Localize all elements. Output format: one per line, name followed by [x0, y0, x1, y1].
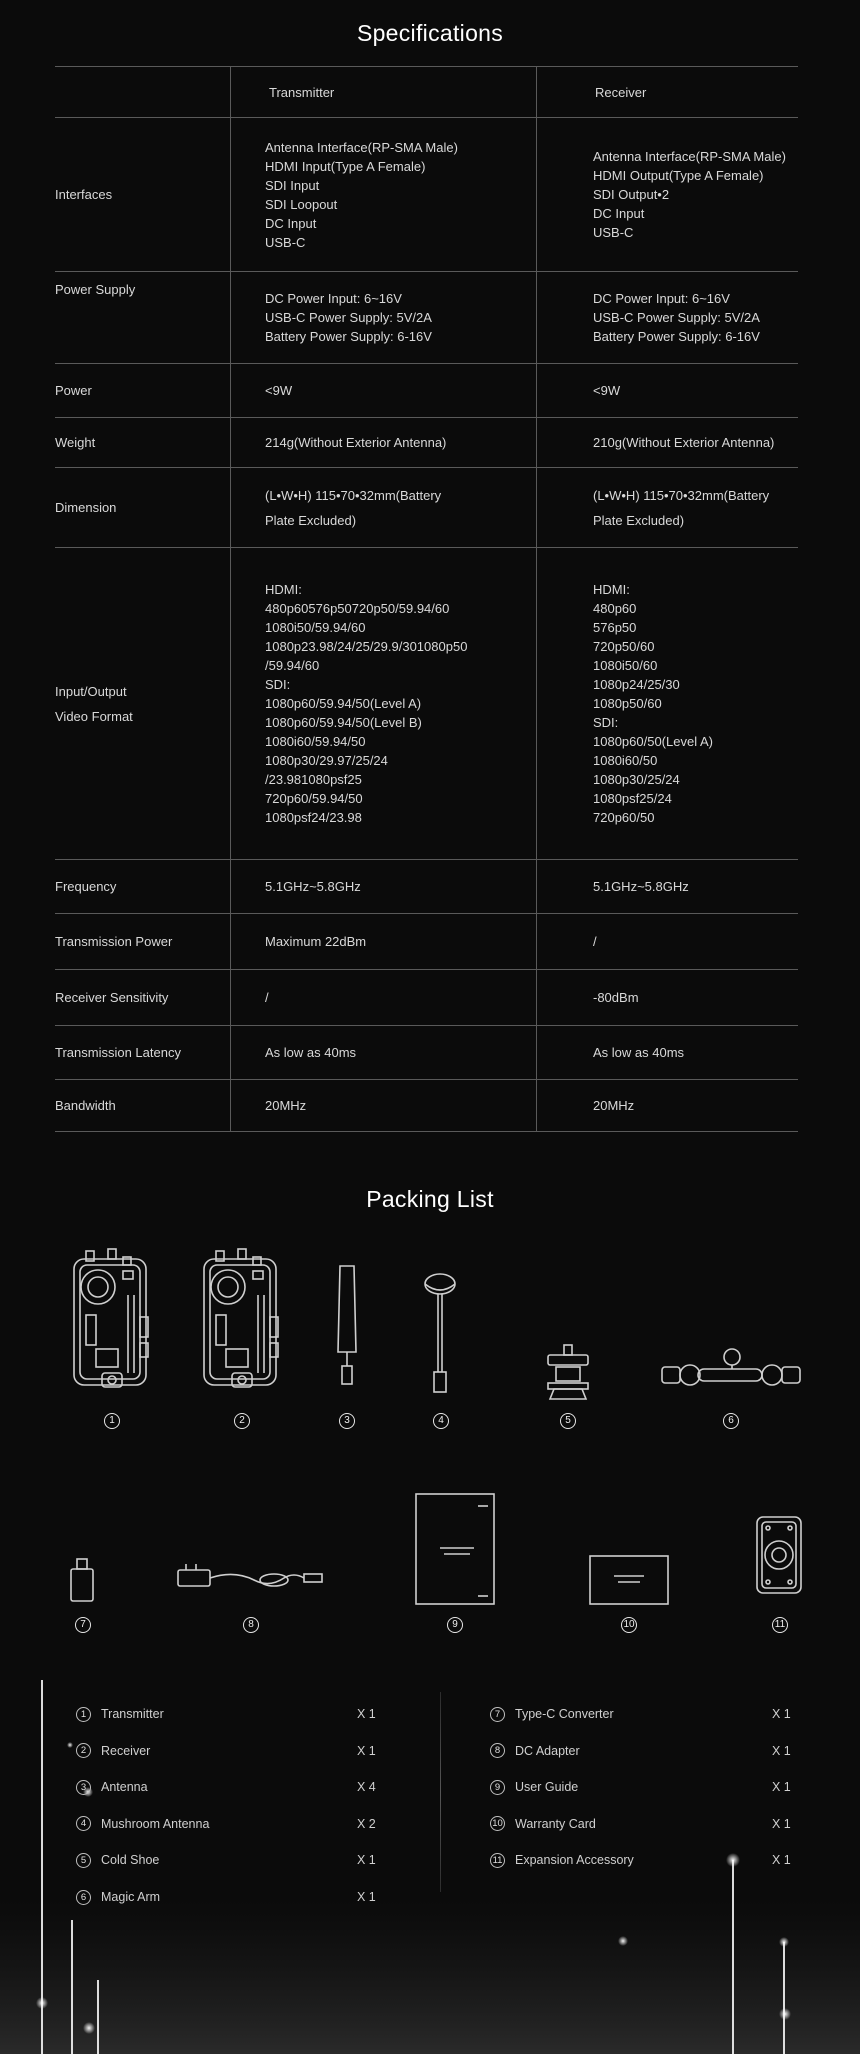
cell-line: 1080p30/25/24 — [593, 772, 680, 787]
table-row — [55, 970, 798, 1026]
row-label — [55, 970, 230, 1025]
item-number-badge: 2 — [76, 1743, 91, 1758]
cell-line: 1080psf25/24 — [593, 791, 672, 806]
transmitter-value — [230, 860, 536, 913]
cell-line: 1080p60/59.94/50(Level B) — [265, 715, 422, 730]
item-number-4: 4 — [433, 1413, 449, 1429]
cell-line: 1080p23.98/24/25/29.9/301080p50 — [265, 639, 468, 654]
item-quantity: X 4 — [357, 1780, 376, 1795]
cell-line: / — [593, 934, 597, 949]
transmitter-value — [230, 914, 536, 969]
item-number-badge: 10 — [490, 1816, 505, 1831]
cell-line: 1080p30/29.97/25/24 — [265, 753, 388, 768]
cell-line: Interfaces — [55, 187, 113, 202]
item-number-8: 8 — [243, 1617, 259, 1633]
user-guide-image — [414, 1492, 496, 1606]
header-label: Transmitter — [269, 84, 335, 100]
item-name: Antenna — [101, 1780, 148, 1795]
item-quantity: X 1 — [772, 1707, 791, 1721]
cell-line: /59.94/60 — [265, 658, 320, 673]
cell-line: / — [265, 990, 269, 1005]
item-number-6: 6 — [723, 1413, 739, 1429]
cell-line: (L•W•H) 115•70•32mm(Battery — [265, 487, 442, 503]
receiver-value — [536, 970, 798, 1025]
item-number-2: 2 — [234, 1413, 250, 1429]
cell-line: SDI Input — [265, 177, 320, 193]
cell-line: Battery Power Supply: 6-16V — [265, 329, 432, 344]
item-number-badge: 3 — [76, 1780, 91, 1795]
transmitter-value — [230, 970, 536, 1025]
packing-list-item — [76, 1850, 376, 1870]
receiver-value — [536, 364, 798, 417]
item-quantity: X 1 — [357, 1853, 376, 1868]
table-header-cell — [536, 67, 798, 117]
cell-line: Maximum 22dBm — [265, 934, 367, 949]
cell-line: DC Power Input: 6~16V — [265, 291, 402, 306]
cell-line: DC Input — [593, 206, 645, 221]
receiver-image — [198, 1245, 286, 1395]
transmitter-value — [230, 118, 536, 271]
table-row — [55, 914, 798, 970]
cell-line: HDMI Output(Type A Female) — [593, 168, 764, 183]
cell-line: DC Input — [265, 215, 317, 231]
cell-line: 1080i60/50 — [593, 753, 658, 768]
cell-line: 1080p60/59.94/50(Level A) — [265, 696, 422, 711]
transmitter-value — [230, 548, 536, 859]
cell-line: 214g(Without Exterior Antenna) — [265, 435, 447, 450]
cell-line: USB-C — [265, 234, 306, 250]
item-name: Transmitter — [101, 1707, 164, 1721]
cell-line: SDI Loopout — [265, 196, 338, 212]
cell-line: 1080p24/25/30 — [593, 677, 680, 692]
transmitter-value — [230, 272, 536, 363]
row-label — [55, 468, 230, 547]
cell-line: 576p50 — [593, 620, 637, 635]
cell-line: 5.1GHz~5.8GHz — [593, 879, 689, 894]
cell-line: -80dBm — [593, 990, 639, 1005]
packing-list-item — [76, 1887, 376, 1907]
item-name: Expansion Accessory — [515, 1853, 634, 1868]
item-number-badge: 5 — [76, 1853, 91, 1868]
transmitter-value — [230, 364, 536, 417]
warranty-card-image — [588, 1554, 670, 1606]
item-name: Warranty Card — [515, 1816, 596, 1831]
transmitter-value — [230, 1080, 536, 1131]
item-number-badge: 11 — [490, 1853, 505, 1868]
cell-line: 5.1GHz~5.8GHz — [265, 879, 361, 894]
receiver-value — [536, 914, 798, 969]
packing-list-item — [76, 1741, 376, 1761]
item-number-badge: 7 — [490, 1707, 505, 1722]
specifications-title: Specifications — [356, 20, 504, 46]
packing-list-item — [76, 1777, 376, 1797]
cell-line: USB-C Power Supply: 5V/2A — [265, 310, 432, 325]
cell-line: SDI: — [593, 715, 619, 730]
receiver-value — [536, 418, 798, 467]
item-name: User Guide — [515, 1780, 579, 1795]
cell-line: SDI Output•2 — [593, 187, 670, 202]
packing-list-divider — [440, 1692, 441, 1892]
item-number-3: 3 — [339, 1413, 355, 1429]
cell-line: Transmission Power — [55, 934, 173, 949]
cell-line: Power — [55, 383, 92, 398]
receiver-value — [536, 468, 798, 547]
packing-list-item — [490, 1777, 791, 1797]
row-label — [55, 860, 230, 913]
cell-line: Transmission Latency — [55, 1045, 181, 1060]
receiver-value — [536, 118, 798, 271]
item-name: Mushroom Antenna — [101, 1816, 210, 1831]
table-row — [55, 364, 798, 418]
specifications-table — [55, 66, 798, 1132]
cell-line: 480p60 — [593, 601, 637, 616]
packing-list-item — [490, 1741, 791, 1761]
cell-line: 1080p50/60 — [593, 696, 662, 711]
cell-line: 1080psf24/23.98 — [265, 810, 362, 825]
packing-list-item — [490, 1704, 791, 1724]
item-name: Receiver — [101, 1743, 151, 1758]
cell-line: /23.981080psf25 — [265, 772, 362, 787]
packing-list-title: Packing List — [366, 1186, 494, 1212]
packing-list-item — [76, 1704, 376, 1724]
item-number-badge: 4 — [76, 1816, 91, 1831]
cell-line: 720p50/60 — [593, 639, 655, 654]
row-label — [55, 418, 230, 467]
row-label — [55, 548, 230, 859]
cell-line: 720p60/50 — [593, 810, 655, 825]
cell-line: Plate Excluded) — [265, 512, 357, 528]
cold-shoe-image — [544, 1343, 592, 1403]
cell-line: HDMI Input(Type A Female) — [265, 158, 426, 174]
mushroom-antenna-image — [420, 1272, 460, 1402]
cell-line: Battery Power Supply: 6-16V — [593, 329, 760, 344]
item-quantity: X 1 — [772, 1816, 791, 1831]
cell-line: Antenna Interface(RP-SMA Male) — [265, 139, 458, 155]
table-row — [55, 548, 798, 860]
item-number-5: 5 — [560, 1413, 576, 1429]
cell-line: Antenna Interface(RP-SMA Male) — [593, 149, 786, 164]
item-name: Cold Shoe — [101, 1853, 160, 1868]
receiver-value — [536, 860, 798, 913]
cell-line: 1080i60/59.94/50 — [265, 734, 366, 749]
item-name: DC Adapter — [515, 1743, 580, 1758]
row-label — [55, 118, 230, 271]
packing-list-item — [76, 1814, 376, 1834]
item-name: Type-C Converter — [515, 1707, 614, 1721]
item-quantity: X 1 — [772, 1853, 791, 1868]
table-row — [55, 118, 798, 272]
row-label — [55, 364, 230, 417]
cell-line: Video Format — [55, 708, 133, 724]
item-quantity: X 1 — [357, 1743, 376, 1758]
cell-line: Plate Excluded) — [593, 512, 685, 528]
item-quantity: X 1 — [357, 1890, 376, 1904]
cell-line: 1080p60/50(Level A) — [593, 734, 713, 749]
cell-line: 20MHz — [593, 1098, 635, 1113]
item-quantity: X 2 — [357, 1816, 376, 1831]
receiver-value — [536, 548, 798, 859]
cell-line: DC Power Input: 6~16V — [593, 291, 730, 306]
item-name: Magic Arm — [101, 1890, 161, 1904]
cell-line: Weight — [55, 435, 96, 450]
item-number-11: 11 — [772, 1617, 788, 1633]
cell-line: 20MHz — [265, 1098, 307, 1113]
item-quantity: X 1 — [772, 1780, 791, 1795]
receiver-value — [536, 1080, 798, 1131]
type-c-converter-image — [68, 1557, 96, 1605]
cell-line: USB-C — [593, 225, 634, 240]
table-header-row — [55, 66, 798, 118]
cell-line: 1080i50/59.94/60 — [265, 620, 366, 635]
table-row — [55, 1080, 798, 1132]
table-header-cell — [230, 67, 536, 117]
packing-list-item — [490, 1814, 791, 1834]
row-label — [55, 1080, 230, 1131]
cell-line: <9W — [265, 383, 293, 398]
cell-line: 720p60/59.94/50 — [265, 791, 363, 806]
cell-line: (L•W•H) 115•70•32mm(Battery — [593, 487, 770, 503]
item-number-badge: 9 — [490, 1780, 505, 1795]
item-quantity: X 1 — [772, 1743, 791, 1758]
antenna-image — [334, 1262, 360, 1392]
cell-line: USB-C Power Supply: 5V/2A — [593, 310, 760, 325]
cell-line: Dimension — [55, 500, 117, 515]
packing-list-item — [490, 1850, 791, 1870]
cell-line: <9W — [593, 383, 621, 398]
cell-line: Receiver Sensitivity — [55, 990, 169, 1005]
cell-line: HDMI: — [265, 582, 302, 597]
cell-line: As low as 40ms — [265, 1045, 357, 1060]
item-quantity: X 1 — [357, 1707, 376, 1721]
receiver-value — [536, 1026, 798, 1079]
receiver-value — [536, 272, 798, 363]
cell-line: 1080i50/60 — [593, 658, 658, 673]
transmitter-value — [230, 468, 536, 547]
item-number-badge: 1 — [76, 1707, 91, 1722]
magic-arm-image — [660, 1343, 804, 1403]
transmitter-image — [68, 1245, 156, 1395]
cell-line: Input/Output — [55, 683, 127, 699]
table-row — [55, 468, 798, 548]
row-label — [55, 914, 230, 969]
header-label: Receiver — [595, 84, 647, 100]
item-number-10: 10 — [621, 1617, 637, 1633]
cell-line: 210g(Without Exterior Antenna) — [593, 435, 775, 450]
expansion-accessory-image — [754, 1514, 804, 1596]
table-row — [55, 418, 798, 468]
cell-line: Power Supply — [55, 282, 136, 297]
transmitter-value — [230, 1026, 536, 1079]
item-number-badge: 6 — [76, 1890, 91, 1905]
row-label — [55, 272, 230, 363]
cell-line: Bandwidth — [55, 1098, 116, 1113]
table-row — [55, 272, 798, 364]
cell-line: As low as 40ms — [593, 1045, 685, 1060]
cell-line: Frequency — [55, 879, 117, 894]
cell-line: SDI: — [265, 677, 291, 692]
dc-adapter-image — [174, 1560, 328, 1596]
table-header-cell — [55, 67, 230, 117]
transmitter-value — [230, 418, 536, 467]
item-number-1: 1 — [104, 1413, 120, 1429]
item-number-9: 9 — [447, 1617, 463, 1633]
table-row — [55, 1026, 798, 1080]
cell-line: 480p60576p50720p50/59.94/60 — [265, 601, 450, 616]
item-number-badge: 8 — [490, 1743, 505, 1758]
cell-line: HDMI: — [593, 582, 630, 597]
row-label — [55, 1026, 230, 1079]
item-number-7: 7 — [75, 1617, 91, 1633]
table-row — [55, 860, 798, 914]
